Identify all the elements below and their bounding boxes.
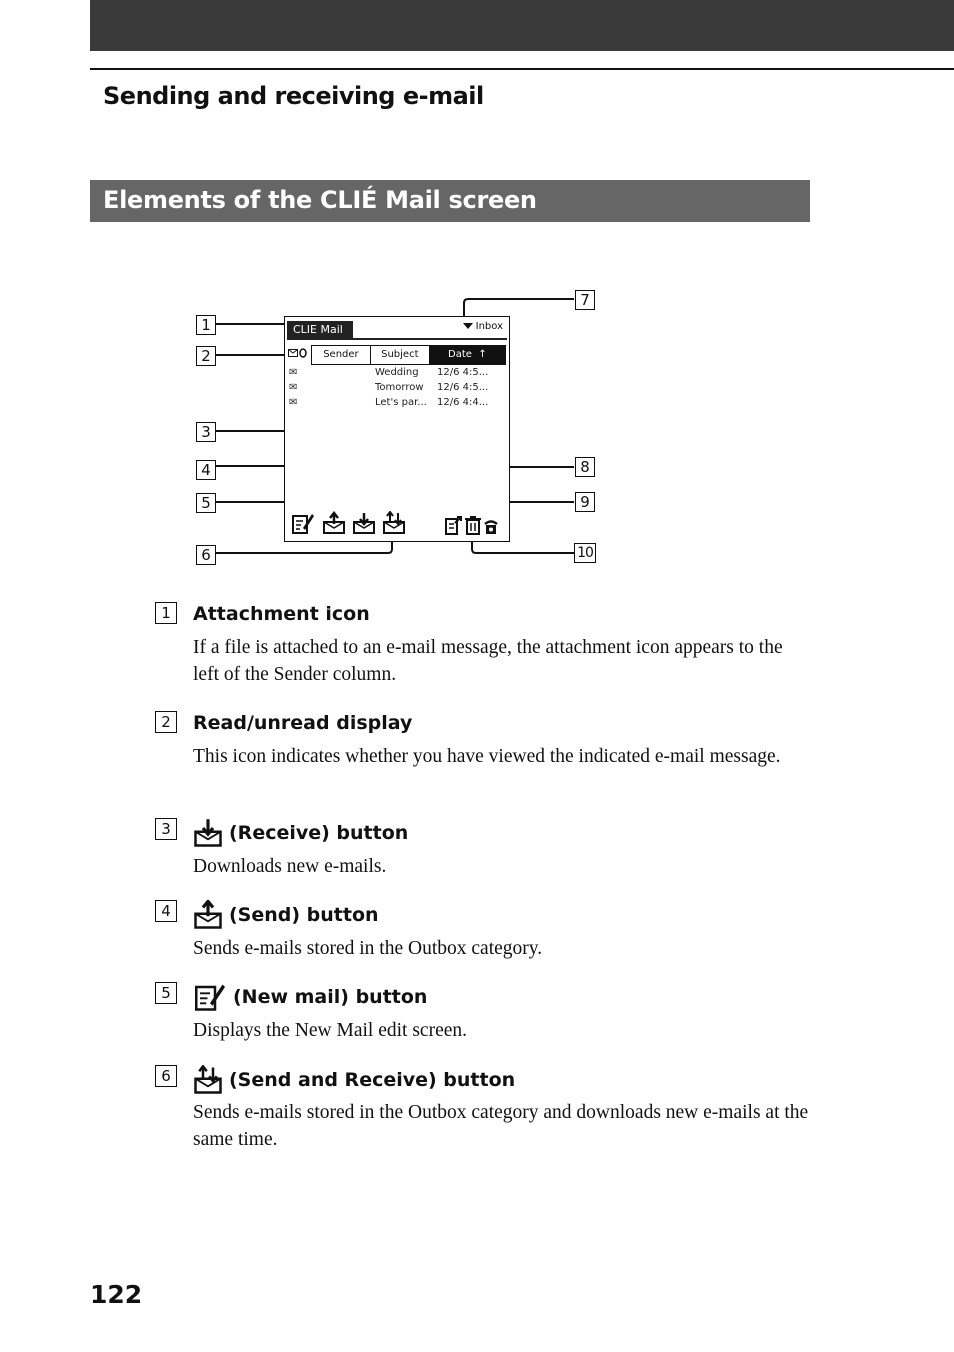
category-picker[interactable] <box>463 321 503 332</box>
unread-mail-icon: ✉ <box>289 367 298 378</box>
mail-subject: Let's par... <box>375 397 427 408</box>
mail-row[interactable] <box>287 380 497 395</box>
item-title: Read/unread display <box>193 712 413 734</box>
callout-10: 10 <box>574 543 596 563</box>
unread-mail-icon: ✉ <box>289 397 298 408</box>
new-mail-button[interactable] <box>291 511 315 535</box>
callout-6: 6 <box>196 545 216 565</box>
mail-subject: Tomorrow <box>375 382 424 393</box>
date-column[interactable] <box>430 346 505 364</box>
mail-screen-figure <box>0 0 954 600</box>
receive-button[interactable] <box>352 511 376 535</box>
item-title: (New mail) button <box>193 982 427 1012</box>
send-and-receive-button[interactable] <box>382 511 406 535</box>
send-button[interactable] <box>322 511 346 535</box>
item-number: 3 <box>155 818 177 840</box>
item-number: 6 <box>155 1065 177 1087</box>
item-description: Downloads new e-mails. <box>193 856 387 877</box>
phone-connect-button[interactable] <box>484 519 498 535</box>
callout-9: 9 <box>575 492 595 512</box>
mail-subject: Wedding <box>375 367 419 378</box>
item-title: (Receive) button <box>193 818 408 848</box>
details-button[interactable] <box>445 515 463 535</box>
callout-8: 8 <box>575 457 595 477</box>
item-description: This icon indicates whether you have viewed the indicated e-mail message. <box>193 746 781 767</box>
callout-5: 5 <box>196 493 216 513</box>
callout-7: 7 <box>575 290 595 310</box>
mail-date: 12/6 4:5... <box>437 382 489 393</box>
item-description: If a file is attached to an e-mail message, the attachment icon appears to the left of the Sender column. <box>193 637 783 685</box>
callout-2: 2 <box>196 346 216 366</box>
section-title: Sending and receiving e-mail <box>103 82 484 110</box>
column-header-row <box>311 345 506 365</box>
item-description: Sends e-mails stored in the Outbox category. <box>193 938 543 959</box>
item-number: 5 <box>155 982 177 1004</box>
app-title-tab[interactable]: CLIE Mail <box>287 321 353 338</box>
page-number: 122 <box>90 1280 143 1309</box>
send-receive-icon <box>193 1065 223 1095</box>
banner-title: Elements of the CLIÉ Mail screen <box>103 186 537 214</box>
subject-column[interactable]: Subject <box>371 346 430 364</box>
item-description: Displays the New Mail edit screen. <box>193 1020 468 1041</box>
dropdown-triangle-icon <box>463 323 473 329</box>
item-description: Sends e-mails stored in the Outbox category and downloads new e-mails at the same time. <box>193 1102 809 1150</box>
callout-3: 3 <box>196 422 216 442</box>
trash-button[interactable] <box>464 515 482 535</box>
sort-arrow-icon: ↑ <box>478 349 487 360</box>
item-number: 4 <box>155 900 177 922</box>
unread-mail-icon: ✉ <box>289 382 298 393</box>
callout-1: 1 <box>196 315 216 335</box>
new-mail-icon <box>193 982 227 1012</box>
callout-4: 4 <box>196 460 216 480</box>
date-column-label: Date <box>448 349 472 360</box>
title-underline <box>287 338 507 340</box>
read-attachment-icons <box>288 348 308 361</box>
item-number: 2 <box>155 711 177 733</box>
mail-date: 12/6 4:4... <box>437 397 489 408</box>
mail-date: 12/6 4:5... <box>437 367 489 378</box>
item-title: (Send and Receive) button <box>193 1065 515 1095</box>
envelope-clip-icon <box>288 348 308 358</box>
mail-row[interactable] <box>287 395 497 410</box>
mail-row[interactable] <box>287 365 497 380</box>
category-label: Inbox <box>475 321 503 332</box>
item-title: (Send) button <box>193 900 379 930</box>
send-icon <box>193 900 223 930</box>
receive-icon <box>193 818 223 848</box>
item-number: 1 <box>155 602 177 624</box>
item-title: Attachment icon <box>193 603 370 625</box>
clie-mail-screen <box>284 316 510 542</box>
sender-column[interactable]: Sender <box>312 346 371 364</box>
